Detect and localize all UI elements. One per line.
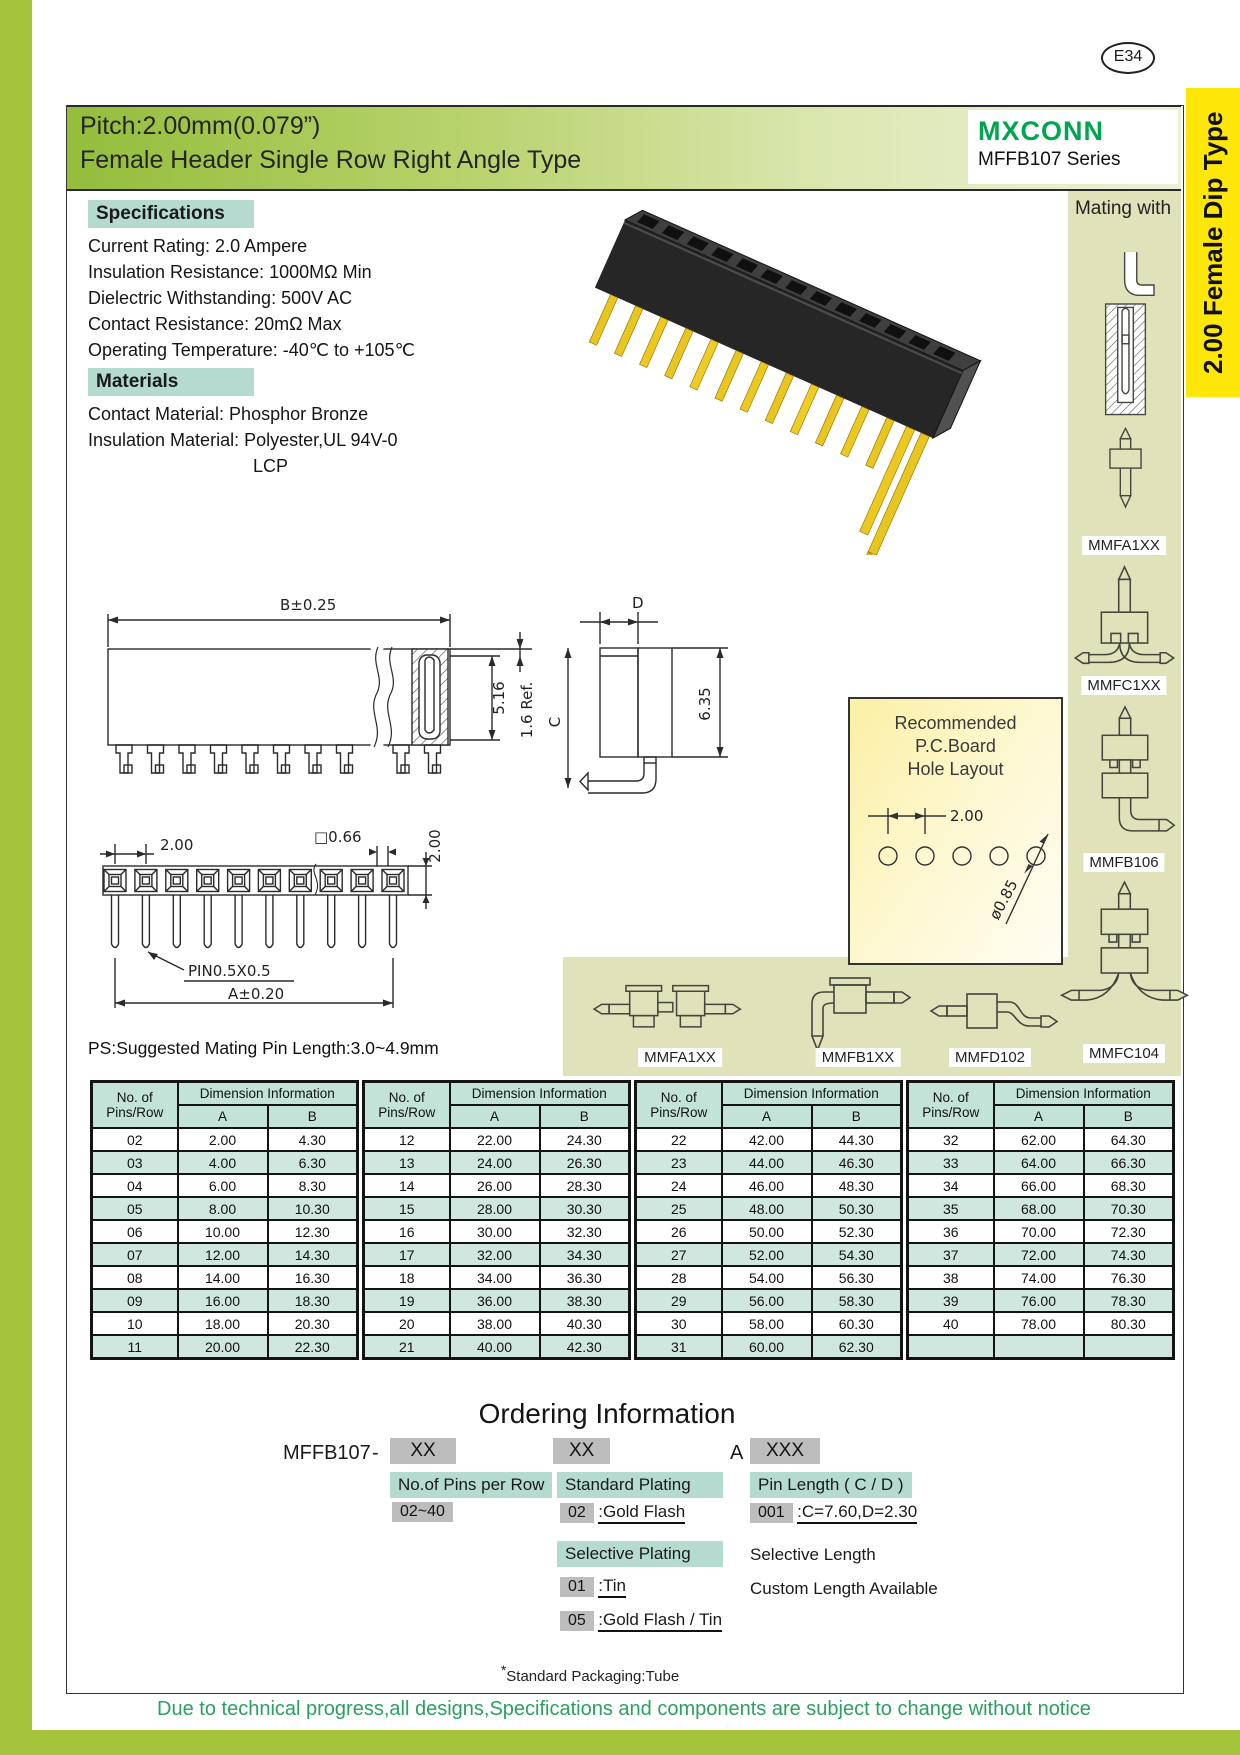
table-row: 40 78.00 80.30 (908, 1312, 1174, 1335)
table-row: 21 40.00 42.30 (364, 1335, 630, 1359)
plating-code: 01 (560, 1577, 594, 1597)
svg-text:1.6 Ref.: 1.6 Ref. (518, 681, 536, 739)
ordering-plating-placeholder: XX (553, 1438, 610, 1464)
svg-text:PIN0.5X0.5: PIN0.5X0.5 (188, 962, 271, 980)
svg-text:5.16: 5.16 (490, 681, 508, 715)
svg-text:□0.66: □0.66 (314, 828, 362, 846)
table-row: 20 38.00 40.30 (364, 1312, 630, 1335)
strip-part-label: MMFD102 (949, 1048, 1031, 1067)
custom-length-text: Custom Length Available (750, 1579, 938, 1598)
pcb-title-line1: Recommended (894, 713, 1017, 733)
table-row: 25 48.00 50.30 (636, 1197, 902, 1220)
spec-insulation-resistance: Insulation Resistance: 1000MΩ Min (88, 262, 372, 282)
col-header-pins: No. of (116, 1090, 153, 1105)
dimension-table-group4: No. of Pins/Row Dimension Information A B 32 62.00 64.30 33 64.00 66.30 34 66.00 68.30 35 68.00 70.30 36 70.00 72.30 37 72.00 74.30 38 74.00 76.30 39 76.00 78.30 40 78.00 80.30 (906, 1080, 1175, 1360)
col-header-dim: Dimension Information (994, 1082, 1174, 1106)
mating-part-drawing-mmfa1xx-section (1078, 232, 1173, 528)
strip-drawing-mmfd102 (925, 986, 1065, 1044)
col-header-pins: No. of (660, 1090, 697, 1105)
plating-desc: :Gold Flash / Tin (598, 1610, 722, 1632)
table-row: 04 6.00 8.30 (92, 1174, 358, 1197)
ordering-dash: - (372, 1442, 379, 1464)
table-row: 16 30.00 32.30 (364, 1220, 630, 1243)
strip-drawing-mmfa1xx (585, 980, 785, 1040)
length-code: 001 (750, 1503, 793, 1523)
table-row: 24 46.00 48.30 (636, 1174, 902, 1197)
svg-text:6.35: 6.35 (696, 687, 714, 721)
table-row: 31 60.00 62.30 (636, 1335, 902, 1359)
col-header-dim: Dimension Information (450, 1082, 630, 1106)
mating-part-label: MMFB106 (1083, 853, 1164, 872)
table-row: 14 26.00 28.30 (364, 1174, 630, 1197)
pcb-hole-layout-box (848, 697, 1063, 965)
svg-text:C: C (546, 716, 564, 728)
pcb-title-line2: P.C.Board (915, 736, 996, 756)
packaging-note: *Standard Packaging:Tube (500, 1662, 680, 1685)
svg-text:2.00: 2.00 (949, 807, 983, 825)
pin-length-label: Pin Length ( C / D ) (750, 1472, 912, 1498)
page-title-line1: Pitch:2.00mm(0.079”) (80, 112, 321, 140)
col-header-b: B (268, 1105, 358, 1128)
col-header-dim: Dimension Information (178, 1082, 358, 1106)
dimension-table-group2: No. of Pins/Row Dimension Information A B 12 22.00 24.30 13 24.00 26.30 14 26.00 28.30 15 28.00 30.30 16 30.00 32.30 17 32.00 34.30 18 34.00 36.30 19 36.00 38.30 20 38.00 40.30 21 40.00 42.30 (362, 1080, 631, 1360)
page-number-badge: E34 (1101, 42, 1155, 74)
pcb-hole-layout-drawing (858, 794, 1054, 944)
table-row: 33 64.00 66.30 (908, 1151, 1174, 1174)
table-row: 03 4.00 6.30 (92, 1151, 358, 1174)
table-row: 07 12.00 14.30 (92, 1243, 358, 1266)
ordering-length-placeholder: XXX (750, 1438, 820, 1464)
end-view-drawing (540, 592, 740, 802)
mating-with-heading: Mating with (1074, 198, 1172, 219)
col-header-a: A (450, 1105, 540, 1128)
series-name: MFFB107 Series (978, 149, 1121, 170)
table-row: 12 22.00 24.30 (364, 1128, 630, 1151)
pins-range-value: 02~40 (392, 1502, 453, 1522)
svg-text:2.00: 2.00 (160, 836, 194, 854)
top-view-drawing (88, 818, 508, 1010)
spec-operating-temp: Operating Temperature: -40℃ to +105℃ (88, 340, 415, 360)
table-row: 10 18.00 20.30 (92, 1312, 358, 1335)
spec-dielectric: Dielectric Withstanding: 500V AC (88, 288, 353, 308)
selective-length-text: Selective Length (750, 1545, 876, 1564)
strip-part-label: MMFB1XX (816, 1048, 901, 1067)
table-row: 36 70.00 72.30 (908, 1220, 1174, 1243)
col-header-dim: Dimension Information (722, 1082, 902, 1106)
side-tab (1186, 88, 1240, 397)
mating-part-drawing-mmfc1xx (1068, 564, 1181, 672)
length-desc: :C=7.60,D=2.30 (797, 1502, 917, 1524)
specifications-heading: Specifications (88, 200, 254, 228)
material-contact: Contact Material: Phosphor Bronze (88, 404, 369, 424)
ordering-letter-a: A (730, 1442, 744, 1464)
col-header-a: A (994, 1105, 1084, 1128)
packaging-asterisk: * (500, 1662, 507, 1678)
length-option-001 (750, 1502, 917, 1523)
plating-desc: :Gold Flash (598, 1502, 685, 1524)
page-title-line2: Female Header Single Row Right Angle Type (80, 146, 582, 174)
pins-per-row-label: No.of Pins per Row (390, 1472, 552, 1498)
table-row (908, 1335, 1174, 1359)
table-row: 38 74.00 76.30 (908, 1266, 1174, 1289)
table-row: 17 32.00 34.30 (364, 1243, 630, 1266)
table-row: 02 2.00 4.30 (92, 1128, 358, 1151)
selective-plating-label: Selective Plating (557, 1541, 723, 1567)
strip-part-label: MMFA1XX (638, 1048, 722, 1067)
table-row: 35 68.00 70.30 (908, 1197, 1174, 1220)
table-row: 27 52.00 54.30 (636, 1243, 902, 1266)
table-row: 08 14.00 16.30 (92, 1266, 358, 1289)
spec-contact-resistance: Contact Resistance: 20mΩ Max (88, 314, 342, 334)
standard-plating-label: Standard Plating (557, 1472, 723, 1498)
spec-current-rating: Current Rating: 2.0 Ampere (88, 236, 308, 256)
plating-code: 02 (560, 1503, 594, 1523)
material-insulation: Insulation Material: Polyester,UL 94V-0 (88, 430, 398, 450)
brand-box (968, 110, 1178, 184)
footer-disclaimer: Due to technical progress,all designs,Specifications and components are subject to change without notice (157, 1698, 1091, 1720)
pcb-title-line3: Hole Layout (907, 759, 1004, 779)
mating-part-drawing-mmfc104 (1052, 880, 1197, 1037)
ordering-pins-placeholder: XX (390, 1438, 456, 1464)
table-row: 15 28.00 30.30 (364, 1197, 630, 1220)
ps-note: PS:Suggested Mating Pin Length:3.0~4.9mm (88, 1038, 439, 1058)
material-lcp: LCP (253, 456, 289, 476)
col-header-b: B (812, 1105, 902, 1128)
side-view-drawing (88, 592, 538, 792)
dimension-table-group3: No. of Pins/Row Dimension Information A B 22 42.00 44.30 23 44.00 46.30 24 46.00 48.30 25 48.00 50.30 26 50.00 52.30 27 52.00 54.30 28 54.00 56.30 29 56.00 58.30 30 58.00 60.30 31 60.00 62.30 (634, 1080, 903, 1360)
mating-part-label: MMFC1XX (1081, 676, 1166, 695)
col-header-b: B (1084, 1105, 1174, 1128)
plating-code: 05 (560, 1611, 594, 1631)
table-row: 18 34.00 36.30 (364, 1266, 630, 1289)
table-row: 13 24.00 26.30 (364, 1151, 630, 1174)
col-header-pins: No. of (932, 1090, 969, 1105)
table-row: 22 42.00 44.30 (636, 1128, 902, 1151)
col-header-pins: No. of (388, 1090, 425, 1105)
col-header-a: A (722, 1105, 812, 1128)
svg-text:ø0.85: ø0.85 (985, 876, 1022, 923)
ordering-title: Ordering Information (478, 1398, 736, 1429)
dimension-table-group1: No. of Pins/Row Dimension Information A B 02 2.00 4.30 03 4.00 6.30 04 6.00 8.30 05 8.00 10.30 06 10.00 12.30 07 12.00 14.30 08 14.00 16.30 09 16.00 18.30 10 18.00 20.30 11 20.00 22.30 (90, 1080, 359, 1360)
ordering-part-prefix: MFFB107 (283, 1442, 371, 1464)
table-row: 32 62.00 64.30 (908, 1128, 1174, 1151)
table-row: 06 10.00 12.30 (92, 1220, 358, 1243)
brand-logo-text: MXCONN (978, 116, 1104, 146)
svg-text:A±0.20: A±0.20 (228, 985, 285, 1003)
table-row: 11 20.00 22.30 (92, 1335, 358, 1359)
table-row: 05 8.00 10.30 (92, 1197, 358, 1220)
mating-part-drawing-mmfb106 (1072, 704, 1178, 848)
table-row: 19 36.00 38.30 (364, 1289, 630, 1312)
table-row: 09 16.00 18.30 (92, 1289, 358, 1312)
table-row: 30 58.00 60.30 (636, 1312, 902, 1335)
table-row: 34 66.00 68.30 (908, 1174, 1174, 1197)
table-row: 39 76.00 78.30 (908, 1289, 1174, 1312)
strip-drawing-mmfb1xx (800, 976, 912, 1054)
materials-heading: Materials (88, 368, 254, 396)
left-accent-bar (0, 0, 32, 1755)
side-tab-label: 2.00 Female Dip Type (1198, 111, 1228, 374)
svg-text:2.00: 2.00 (426, 829, 444, 863)
product-photo-image (575, 180, 1005, 555)
plating-option-tin (560, 1576, 626, 1597)
table-row: 23 44.00 46.30 (636, 1151, 902, 1174)
plating-option-std (560, 1502, 685, 1523)
svg-text:D: D (632, 594, 644, 612)
mating-part-label: MMFC104 (1083, 1044, 1165, 1063)
table-row: 26 50.00 52.30 (636, 1220, 902, 1243)
table-row: 28 54.00 56.30 (636, 1266, 902, 1289)
plating-option-goldtin (560, 1610, 722, 1631)
col-header-b: B (540, 1105, 630, 1128)
col-header-a: A (178, 1105, 268, 1128)
svg-text:B±0.25: B±0.25 (280, 596, 337, 614)
table-row: 37 72.00 74.30 (908, 1243, 1174, 1266)
plating-desc: :Tin (598, 1576, 626, 1598)
table-row: 29 56.00 58.30 (636, 1289, 902, 1312)
bottom-accent-bar (0, 1730, 1240, 1755)
mating-part-label: MMFA1XX (1082, 536, 1166, 555)
